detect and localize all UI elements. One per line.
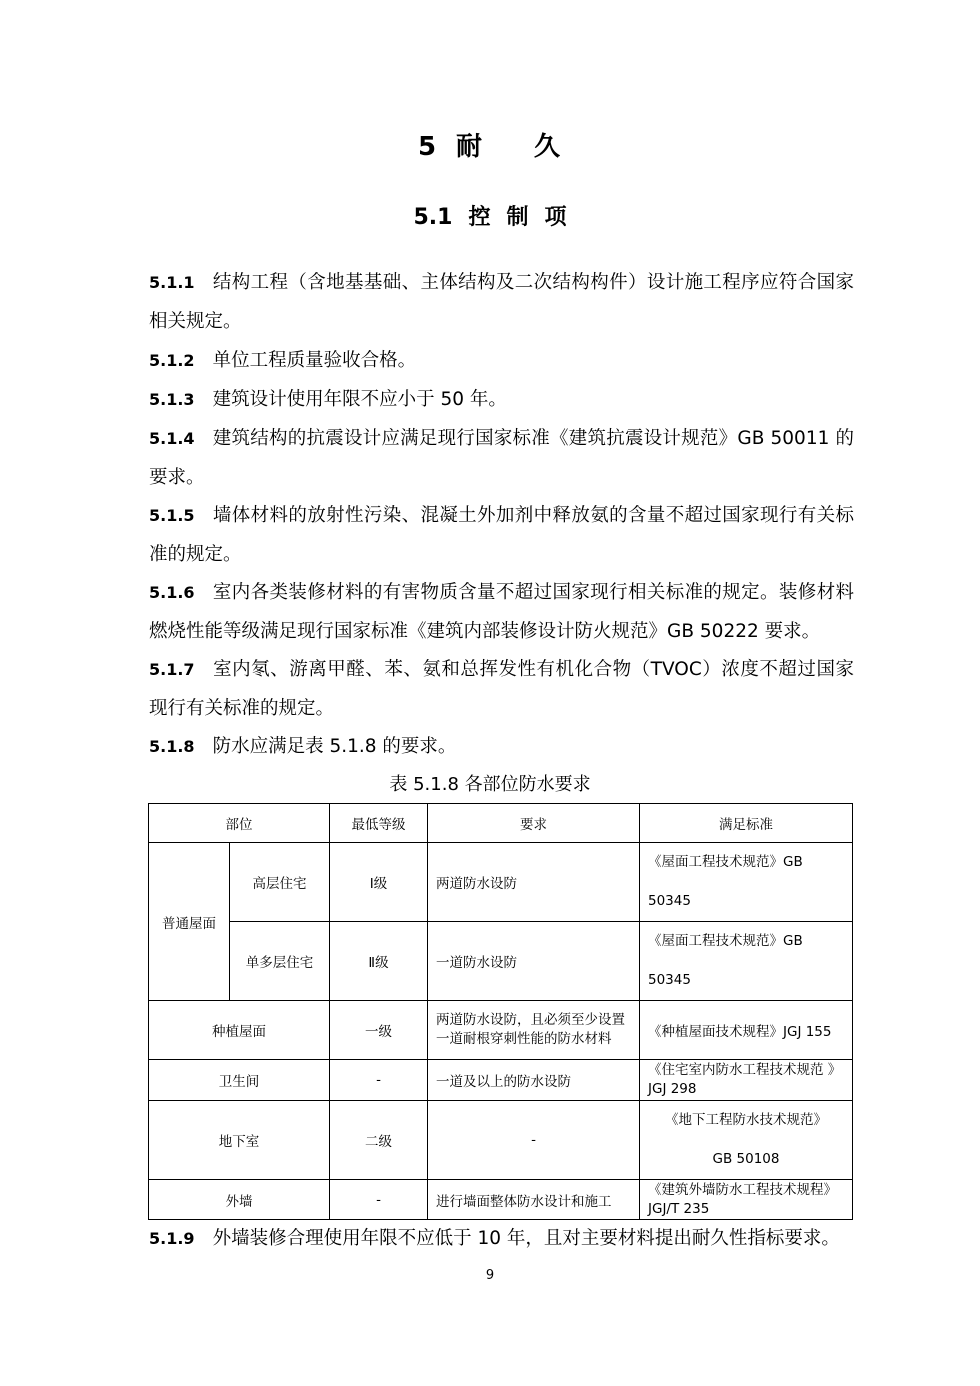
grade-cell: Ⅱ级 <box>330 922 428 1001</box>
standard-cell <box>640 1101 853 1180</box>
requirement-cell: - <box>428 1101 640 1180</box>
table-header-row <box>149 804 853 843</box>
clause-number: 5.1.9 <box>149 1229 195 1248</box>
clause-text: 建筑设计使用年限不应小于 50 年。 <box>212 389 507 410</box>
clause-5-1-5 <box>149 496 854 574</box>
part-cell: 外墙 <box>149 1180 330 1220</box>
roof-group-cell: 普通屋面 <box>149 843 230 1001</box>
chapter-title-b: 久 <box>534 132 563 162</box>
standard-cell <box>640 922 853 1001</box>
standard-line: 50345 <box>648 972 691 988</box>
clause-number: 5.1.6 <box>149 583 195 602</box>
standard-line: GB 50108 <box>712 1151 780 1167</box>
part-cell: 单多层住宅 <box>230 922 330 1001</box>
grade-cell: 二级 <box>330 1101 428 1180</box>
part-cell: 卫生间 <box>149 1060 330 1101</box>
grade-cell: - <box>330 1180 428 1220</box>
part-cell: 地下室 <box>149 1101 330 1180</box>
clause-5-1-8 <box>149 727 854 766</box>
clause-number: 5.1.8 <box>149 737 195 756</box>
section-title <box>0 200 980 231</box>
table-row <box>149 1180 853 1220</box>
standard-cell <box>640 843 853 922</box>
clause-5-1-1 <box>149 263 854 341</box>
requirement-cell: 两道防水设防，且必须至少设置一道耐根穿刺性能的防水材料 <box>428 1001 640 1060</box>
clause-5-1-4 <box>149 419 854 497</box>
page-number: 9 <box>485 1268 495 1283</box>
header-requirement: 要求 <box>428 804 640 843</box>
header-part: 部位 <box>149 804 330 843</box>
chapter-number: 5 <box>417 132 439 162</box>
section-number: 5.1 <box>413 205 453 230</box>
requirement-cell: 进行墙面整体防水设计和施工 <box>428 1180 640 1220</box>
clause-5-1-9 <box>149 1219 854 1258</box>
standard-line: 《屋面工程技术规范》GB <box>648 854 803 870</box>
standard-line: 《地下工程防水技术规范》 <box>665 1112 827 1128</box>
standard-cell: 《住宅室内防水工程技术规范 》JGJ 298 <box>640 1060 853 1101</box>
clause-5-1-3 <box>149 380 854 419</box>
standard-line: 50345 <box>648 893 691 909</box>
table-row <box>149 1001 853 1060</box>
table-row <box>149 1101 853 1180</box>
header-grade: 最低等级 <box>330 804 428 843</box>
clause-text: 防水应满足表 5.1.8 的要求。 <box>212 736 457 757</box>
clause-number: 5.1.3 <box>149 390 195 409</box>
clause-number: 5.1.4 <box>149 429 195 448</box>
clause-5-1-6 <box>149 573 854 651</box>
waterproof-requirements-table <box>148 803 853 1220</box>
part-cell: 高层住宅 <box>230 843 330 922</box>
section-title-3: 项 <box>544 205 567 230</box>
clause-text: 室内各类装修材料的有害物质含量不超过国家现行相关标准的规定。装修材料燃烧性能等级满足现行国家标准《建筑内部装修设计防火规范》GB 50222 要求。 <box>149 582 854 642</box>
header-standard: 满足标准 <box>640 804 853 843</box>
standard-cell: 《种植屋面技术规程》JGJ 155 <box>640 1001 853 1060</box>
section-title-1: 控 <box>468 205 491 230</box>
clause-text: 室内氡、游离甲醛、苯、氨和总挥发性有机化合物（TVOC）浓度不超过国家现行有关标准的规定。 <box>149 659 854 719</box>
chapter-title-a: 耐 <box>456 132 485 162</box>
clause-number: 5.1.7 <box>149 660 195 679</box>
clause-5-1-7 <box>149 650 854 728</box>
clause-text: 墙体材料的放射性污染、混凝土外加剂中释放氨的含量不超过国家现行有关标准的规定。 <box>149 505 854 565</box>
chapter-title <box>0 126 980 163</box>
grade-cell: - <box>330 1060 428 1101</box>
standard-line: 《屋面工程技术规范》GB <box>648 933 803 949</box>
grade-cell: Ⅰ级 <box>330 843 428 922</box>
clause-number: 5.1.2 <box>149 351 195 370</box>
standard-cell: 《建筑外墙防水工程技术规程》JGJ/T 235 <box>640 1180 853 1220</box>
requirement-cell: 两道防水设防 <box>428 843 640 922</box>
clause-text: 单位工程质量验收合格。 <box>212 350 417 371</box>
section-title-2: 制 <box>506 205 529 230</box>
clause-text: 建筑结构的抗震设计应满足现行国家标准《建筑抗震设计规范》GB 50011 的要求。 <box>149 428 854 488</box>
table-row <box>149 1060 853 1101</box>
requirement-cell: 一道防水设防 <box>428 922 640 1001</box>
part-cell: 种植屋面 <box>149 1001 330 1060</box>
table-caption: 表 5.1.8 各部位防水要求 <box>389 774 591 795</box>
requirement-cell: 一道及以上的防水设防 <box>428 1060 640 1101</box>
clause-text: 结构工程（含地基基础、主体结构及二次结构构件）设计施工程序应符合国家相关规定。 <box>149 272 854 332</box>
clause-5-1-2 <box>149 341 854 380</box>
clause-text: 外墙装修合理使用年限不应低于 10 年，且对主要材料提出耐久性指标要求。 <box>212 1228 840 1249</box>
clause-number: 5.1.5 <box>149 506 195 525</box>
clause-number: 5.1.1 <box>149 273 195 292</box>
table-row <box>149 922 853 1001</box>
grade-cell: 一级 <box>330 1001 428 1060</box>
table-row <box>149 843 853 922</box>
